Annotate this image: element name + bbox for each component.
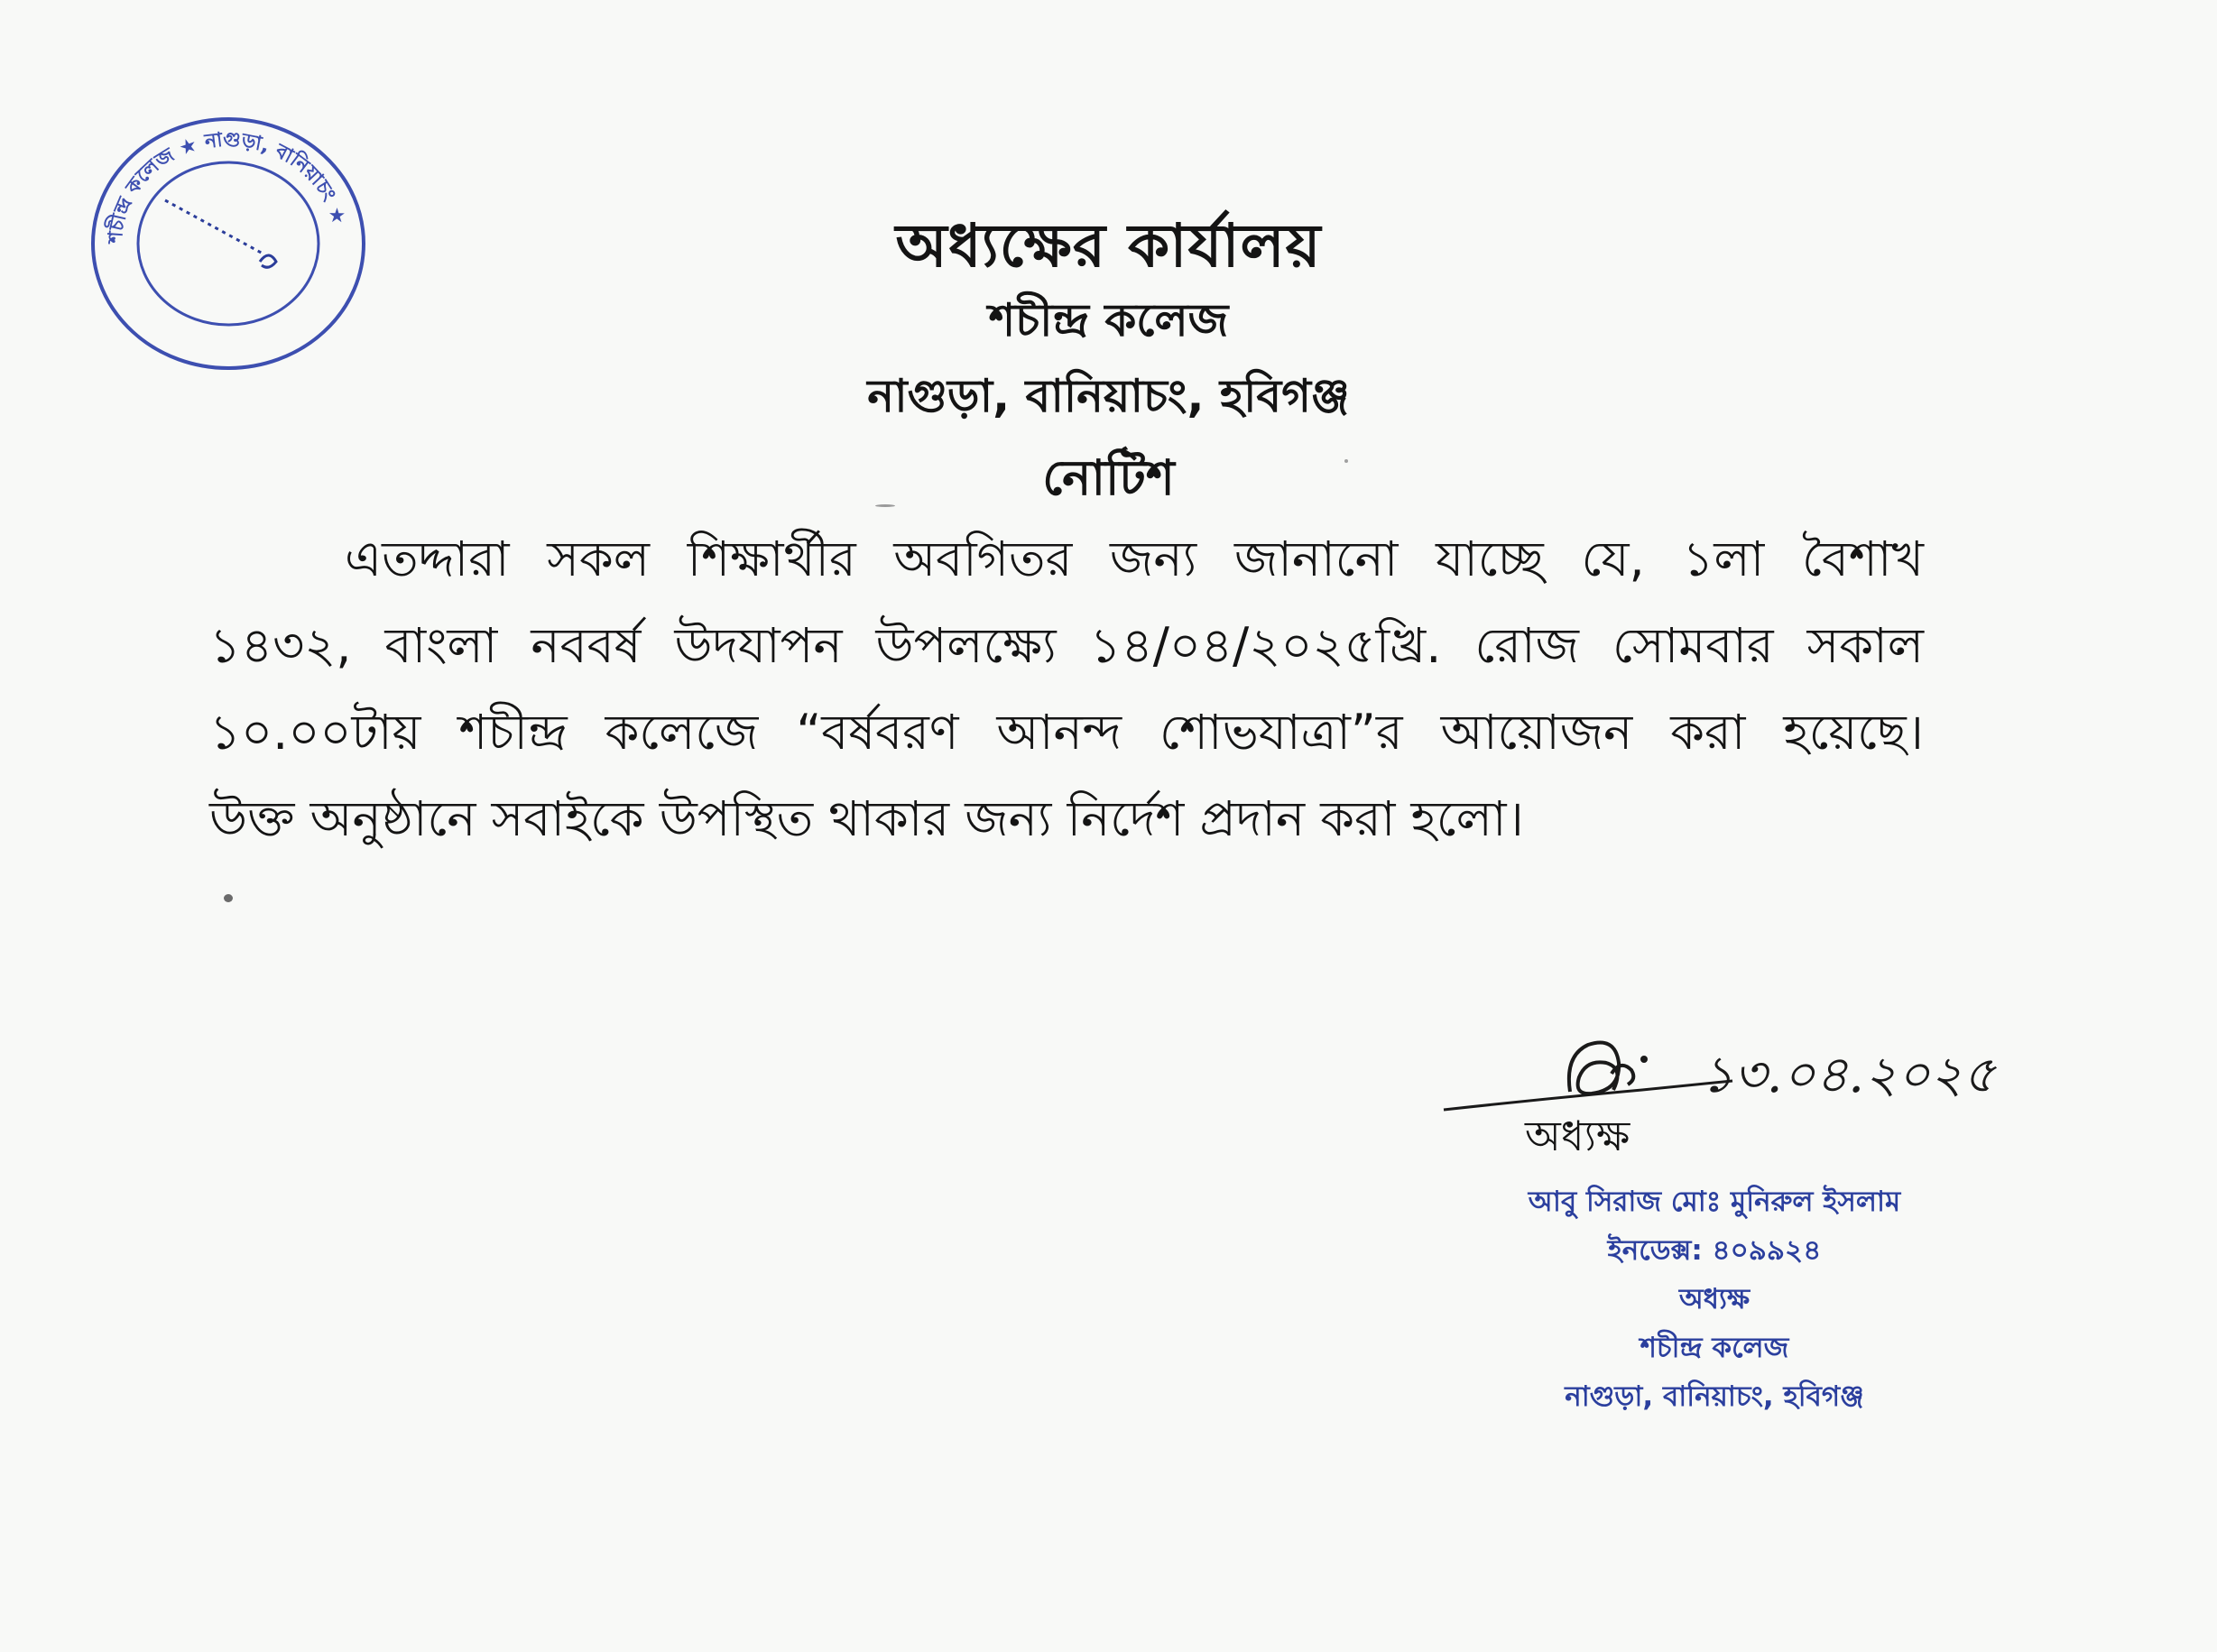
- notice-line-4: উক্ত অনুষ্ঠানে সবাইকে উপস্থিত থাকার জন্য নির্দেশ প্রদান করা হলো।: [209, 790, 1524, 847]
- signature-loop: [1569, 1043, 1619, 1094]
- paper-speck: [1344, 459, 1348, 463]
- stamp-name: আবু সিরাজ মোঃ মুনিরুল ইসলাম: [1528, 1186, 1901, 1218]
- signature-dot: [1640, 1056, 1648, 1063]
- office-title: অধ্যক্ষের কার্যালয়: [895, 211, 1322, 281]
- stamp-index: ইনডেক্স: ৪০৯৯২৪: [1607, 1234, 1822, 1267]
- notice-body: [209, 516, 1924, 877]
- paper-speck: [224, 894, 233, 902]
- stamp-address: নাগুড়া, বানিয়াচং, হবিগঞ্জ: [1565, 1380, 1864, 1413]
- college-address: নাগুড়া, বানিয়াচং, হবিগঞ্জ: [867, 370, 1350, 422]
- paper-speck: [875, 504, 895, 507]
- notice-line-1: এতদ্দারা সকল শিক্ষার্থীর অবগিতর জন্য জানানো যাচ্ছে যে, ১লা বৈশাখ: [345, 531, 1924, 587]
- college-name: শচীন্দ্র কলেজ: [988, 294, 1229, 346]
- notice-line-3: ১০.০০টায় শচীন্দ্র কলেজে “বর্ষবরণ আনন্দ শোভযাত্রা”র আয়োজন করা হয়েছে।: [209, 704, 1924, 761]
- stamp-college: শচীন্দ্র কলেজ: [1640, 1332, 1789, 1364]
- official-name-stamp: [1462, 1177, 1967, 1421]
- principal-designation: অধ্যক্ষ: [1525, 1112, 1630, 1160]
- seal-ring-text-path: শচীন্দ্র কলেজ ★ নাগুড়া, বানিয়াচং ★: [104, 128, 350, 245]
- notice-line-2: ১৪৩২, বাংলা নববর্ষ উদযাপন উপলক্ষ্যে ১৪/০৪/২০২৫খ্রি. রোজ সোমবার সকাল: [209, 617, 1924, 674]
- stamp-designation: অধ্যক্ষ: [1678, 1283, 1751, 1315]
- notice-label: নোটিশ: [1042, 449, 1175, 506]
- handwritten-date: ১৩.০৪.২০২৫: [1701, 1046, 1996, 1104]
